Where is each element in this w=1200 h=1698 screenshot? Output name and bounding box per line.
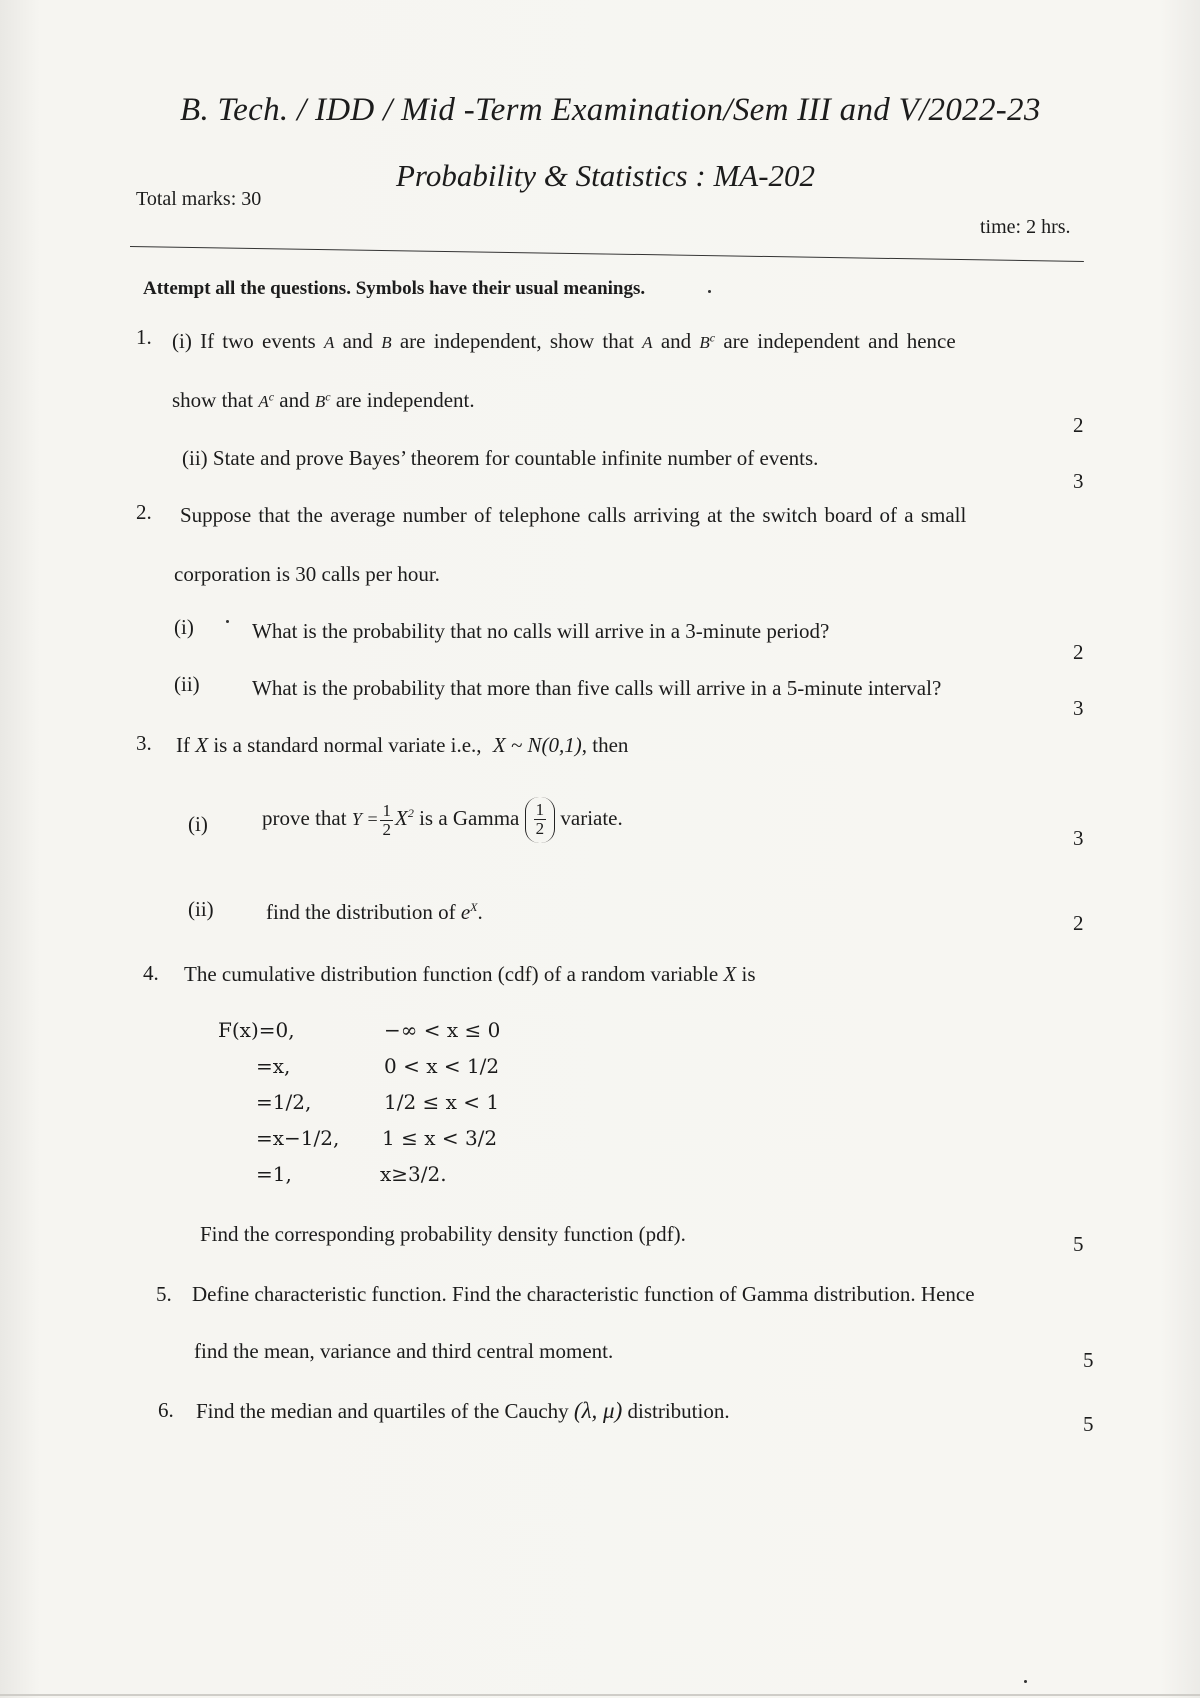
q3-part-i-a: prove that [262,805,347,830]
q5-text-line2: find the mean, variance and third central moment. [194,1339,614,1363]
event-a: A [323,333,335,352]
q2-part-i: What is the probability that no calls will arrive in a 3-minute period? [252,619,830,643]
cdf-value-4: =1, [256,1162,292,1186]
bc2-base: B [314,392,326,411]
instructions: Attempt all the questions. Symbols have their usual meanings. [143,278,646,299]
cdf-value-0: F(x)=0, [218,1018,295,1042]
q5-text-line1: Define characteristic function. Find the characteristic function of Gamma distribution. Hence [192,1282,975,1306]
cdf-range-4: x≥3/2. [380,1162,447,1186]
bc-sup: c [709,330,716,345]
gamma-fraction [534,801,547,838]
q3-y-eq: Y = [351,808,379,829]
q1-part-i-line1 [172,329,956,354]
event-a-complement [258,389,275,411]
q1-text-a: (i) If two events [172,329,316,353]
q4-x: X [723,962,737,986]
bc2-sup: c [325,389,331,404]
q3-marks-ii: 2 [1073,911,1084,935]
event-b: B [381,333,392,352]
q1-marks-i: 2 [1073,413,1084,437]
q3-x: X [195,733,209,757]
q4-marks: 5 [1073,1232,1084,1256]
q5-marks: 5 [1083,1348,1094,1372]
ac-base: A [258,392,269,411]
q1-text-b: are independent, show that [399,329,634,353]
q6-text-b: distribution. [627,1399,730,1423]
q2-text-line2: corporation is 30 calls per hour. [174,562,440,586]
cdf-value-2: =1/2, [256,1090,312,1114]
q2-marks-ii: 3 [1073,696,1084,720]
event-b-complement [699,330,716,352]
q4-text-a: The cumulative distribution function (cdf) of a random variable [184,962,719,986]
q3-label-ii: (ii) [188,897,214,921]
q1-and: and [342,329,373,353]
half-den: 2 [382,819,391,839]
q1-part-ii: (ii) State and prove Bayes’ theorem for countable infinite number of events. [182,446,819,470]
cdf-range-2: 1/2 ≤ x < 1 [384,1090,500,1114]
scan-speck [226,620,229,623]
q3-period: . [477,900,483,924]
gamma-den: 2 [535,819,545,838]
q2-number: 2. [136,500,152,524]
event-b-complement-2 [314,389,331,411]
q3-text-a: If [176,733,190,757]
q6-number: 6. [158,1398,174,1422]
x2-sup: 2 [407,805,414,820]
q4-is: is [741,962,756,986]
cauchy-params: (λ, μ) [573,1398,623,1423]
q5-number: 5. [156,1282,172,1306]
cdf-range-3: 1 ≤ x < 3/2 [382,1126,498,1150]
q6-marks: 5 [1083,1412,1094,1436]
q3-text-c: , then [581,733,629,757]
q6-text-a: Find the median and quartiles of the Cauchy [196,1399,569,1423]
q2-text-line1: Suppose that the average number of telephone calls arriving at the switch board of a small [180,503,967,527]
scan-speck [1024,1680,1027,1683]
exp-x [461,900,478,924]
q3-part-ii [266,900,483,925]
half-fraction [380,802,393,839]
q3-x-squared [395,806,414,830]
q1-marks-ii: 3 [1073,469,1084,493]
q3-text-b: is a standard normal variate i.e., [213,733,482,757]
q1-part-i-line2 [172,388,475,413]
q3-label-i: (i) [188,812,208,836]
q2-part-ii: What is the probability that more than five calls will arrive in a 5-minute interval? [252,676,942,700]
q1-text-d: show that [172,388,254,412]
q1-number: 1. [136,325,152,349]
scan-speck [708,290,711,293]
q3-part-i-c: variate. [560,805,623,830]
total-marks: Total marks: 30 [136,188,262,210]
x2-base: X [394,805,408,830]
exam-title: B. Tech. / IDD / Mid -Term Examination/Sem III and V/2022-23 [180,92,1041,128]
q1-and-3: and [279,388,310,412]
q3-marks-i: 3 [1073,826,1084,850]
q3-distribution: X ~ N(0,1) [492,733,582,757]
q2-marks-i: 2 [1073,640,1084,664]
page-edge [0,1694,1200,1696]
q1-text-e: are independent. [335,388,475,412]
exp-base: e [460,900,471,924]
q3-part-ii-text: find the distribution of [266,900,456,924]
exp-sup: X [470,900,478,914]
q3-number: 3. [136,731,152,755]
course-title: Probability & Statistics : MA-202 [396,158,816,193]
exam-time: time: 2 hrs. [980,216,1071,238]
q3-part-i-b: is a Gamma [419,805,520,830]
ac-sup: c [268,389,275,404]
q3-text [176,733,628,758]
q6-text [196,1398,730,1424]
gamma-num: 1 [535,800,545,819]
q2-label-i: (i) [174,615,194,639]
bc-base: B [699,333,710,352]
half-num: 1 [382,800,391,820]
gamma-param [525,797,556,843]
q4-number: 4. [143,961,159,985]
cdf-value-1: =x, [256,1054,291,1078]
q4-find: Find the corresponding probability density function (pdf). [200,1222,686,1246]
event-a-2: A [642,333,653,352]
q1-text-c: are independent and hence [723,329,956,353]
cdf-value-3: =x−1/2, [256,1126,340,1150]
q2-label-ii: (ii) [174,672,200,696]
cdf-range-0: −∞ < x ≤ 0 [384,1018,501,1042]
q3-part-i [262,797,623,843]
q4-text [184,962,756,987]
q1-and-2: and [660,329,692,353]
header-divider [130,246,1084,262]
cdf-range-1: 0 < x < 1/2 [384,1054,500,1078]
